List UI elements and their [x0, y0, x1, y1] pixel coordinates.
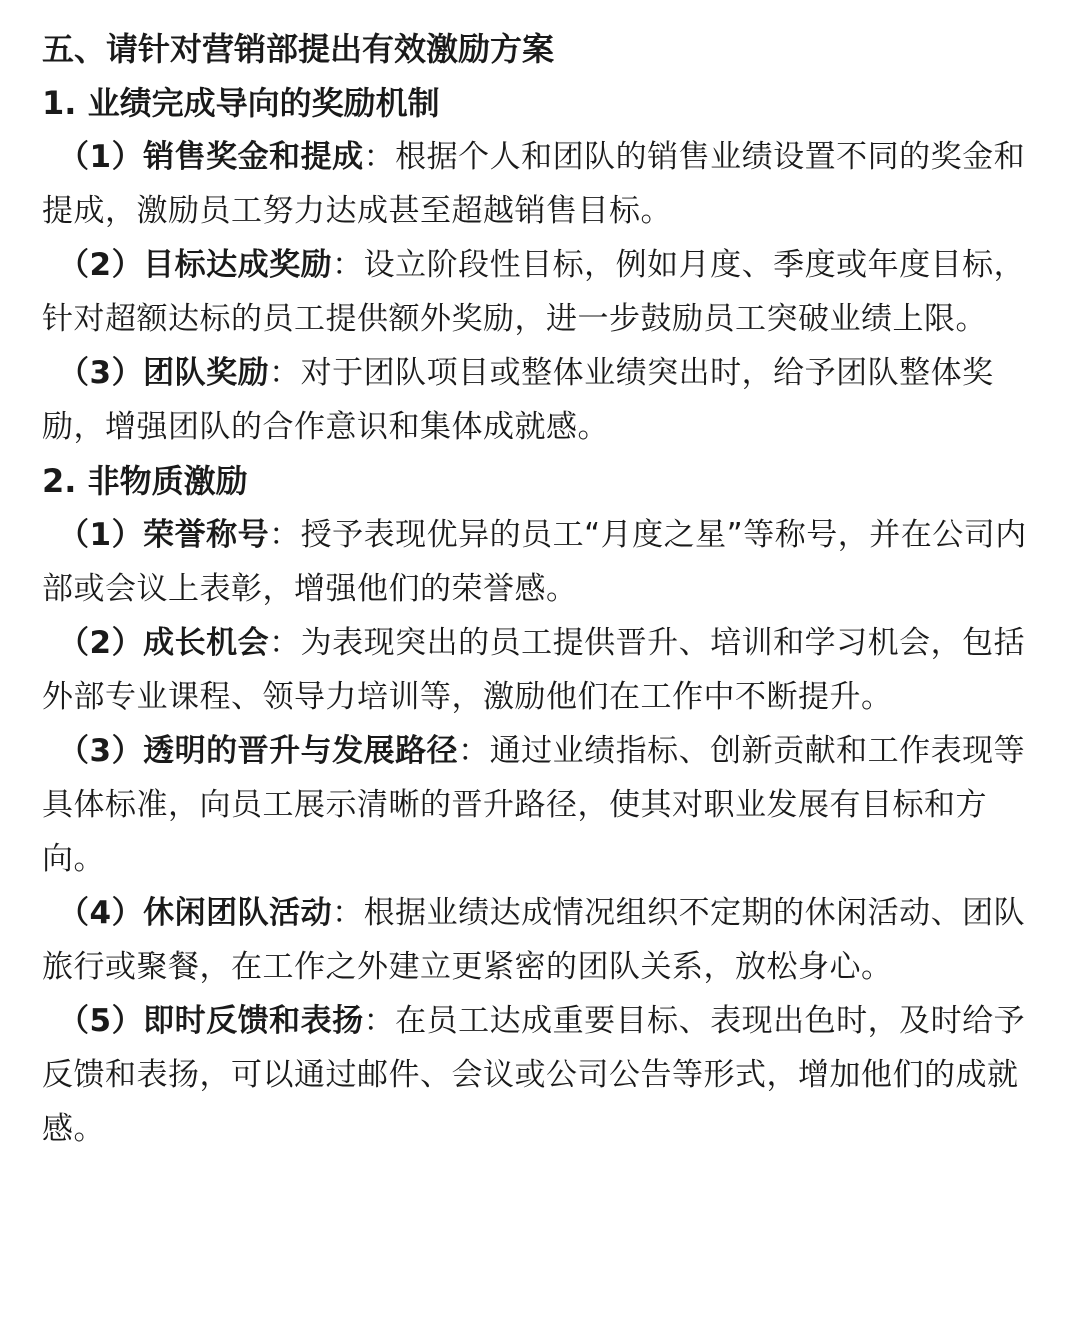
list-item [42, 724, 1040, 886]
item-colon: ： [269, 625, 301, 661]
item-text: 对于团队项目或整体业绩突出时，给予团队整体奖励，增强团队的合作意识和集体成就感。 [42, 355, 994, 445]
item-colon: ： [269, 517, 301, 553]
item-label: （3）透明的晋升与发展路径 [58, 733, 459, 769]
list-item [42, 508, 1040, 616]
list-item [42, 886, 1040, 994]
item-text: 为表现突出的员工提供晋升、培训和学习机会，包括外部专业课程、领导力培训等，激励他们在工作中不断提升。 [42, 625, 1026, 715]
list-item [42, 616, 1040, 724]
page-title: 五、请针对营销部提出有效激励方案 [42, 30, 555, 68]
item-colon: ： [363, 1003, 396, 1039]
item-label: （1）销售奖金和提成 [58, 139, 364, 175]
item-text: 授予表现优异的员工“月度之星”等称号，并在公司内部或会议上表彰，增强他们的荣誉感。 [42, 517, 1027, 607]
section-heading-2: 2. 非物质激励 [42, 462, 248, 500]
item-colon: ： [458, 733, 490, 769]
item-colon: ： [269, 355, 301, 391]
section-heading-1: 1. 业绩完成导向的奖励机制 [42, 84, 440, 122]
item-text: 根据个人和团队的销售业绩设置不同的奖金和提成，激励员工努力达成甚至超越销售目标。 [42, 139, 1026, 229]
item-text: 通过业绩指标、创新贡献和工作表现等具体标准，向员工展示清晰的晋升路径，使其对职业发展有目标和方向。 [42, 733, 1026, 877]
item-text: 在员工达成重要目标、表现出色时，及时给予反馈和表扬，可以通过邮件、会议或公司公告等形式，增加他们的成就感。 [42, 1003, 1026, 1147]
item-text: 根据业绩达成情况组织不定期的休闲活动、团队旅行或聚餐，在工作之外建立更紧密的团队关系，放松身心。 [42, 895, 1026, 985]
item-label: （1）荣誉称号 [58, 517, 270, 553]
item-colon: ： [332, 247, 364, 283]
item-colon: ： [363, 139, 396, 175]
list-item [42, 346, 1040, 454]
item-colon: ： [332, 895, 364, 931]
item-text: 设立阶段性目标，例如月度、季度或年度目标，针对超额达标的员工提供额外奖励，进一步鼓励员工突破业绩上限。 [42, 247, 1026, 337]
item-label: （2）成长机会 [58, 625, 270, 661]
item-label: （5）即时反馈和表扬 [58, 1003, 364, 1039]
list-item [42, 130, 1040, 238]
item-label: （4）休闲团队活动 [58, 895, 333, 931]
item-label: （2）目标达成奖励 [58, 247, 333, 283]
item-label: （3）团队奖励 [58, 355, 270, 391]
list-item [42, 238, 1040, 346]
list-item [42, 994, 1040, 1156]
